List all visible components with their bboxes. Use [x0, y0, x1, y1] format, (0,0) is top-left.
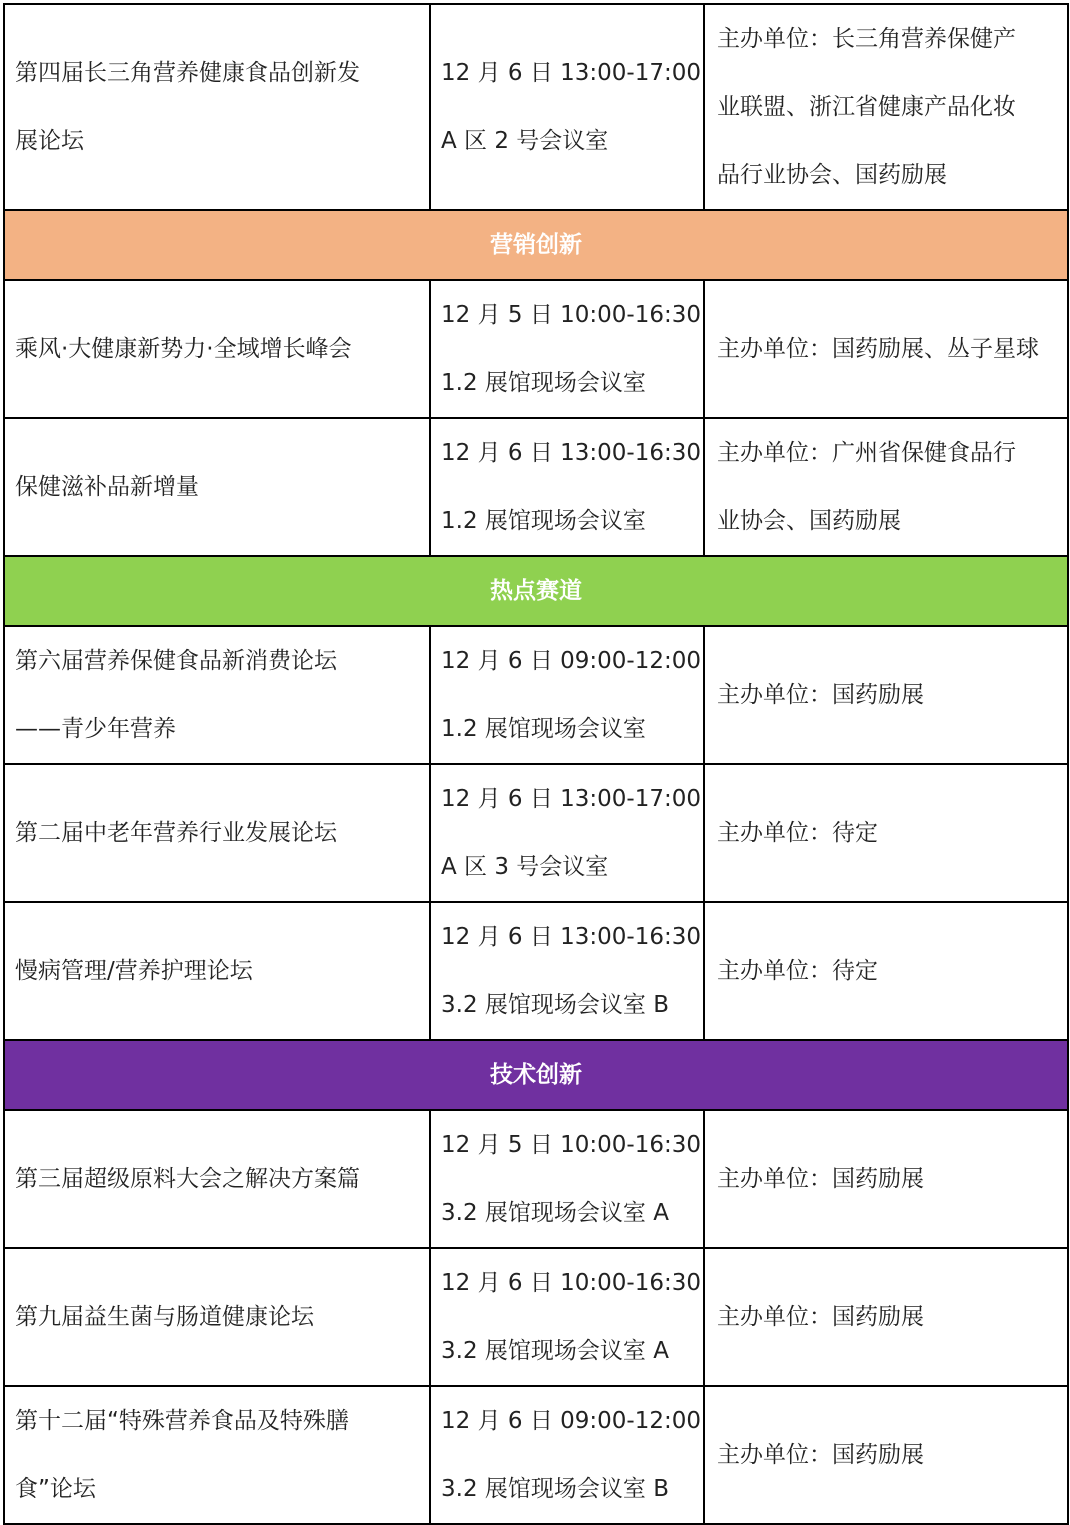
forum-venue: A 区 2 号会议室: [441, 128, 609, 154]
time-venue-cell: [430, 1248, 704, 1386]
section-title: 热点赛道: [4, 556, 1068, 626]
forum-name-line: 乘风·大健康新势力·全域增长峰会: [15, 336, 352, 362]
forum-name-cell: [4, 626, 430, 764]
forum-name-cell: [4, 764, 430, 902]
forum-time: 12 月 6 日 13:00-16:30: [441, 924, 702, 950]
forum-venue: 3.2 展馆现场会议室 A: [441, 1338, 669, 1364]
forum-name-line: 第九届益生菌与肠道健康论坛: [15, 1304, 314, 1330]
forum-name-cell: [4, 902, 430, 1040]
organizer-cell: [704, 1386, 1068, 1524]
forum-name-line: ——青少年营养: [15, 716, 176, 742]
forum-name-cell: [4, 1248, 430, 1386]
time-venue-cell: [430, 1386, 704, 1524]
organizer-line: 业协会、国药励展: [717, 508, 901, 534]
forum-name-line: 第四届长三角营养健康食品创新发: [15, 60, 360, 86]
organizer-line: 主办单位：长三角营养保健产: [717, 26, 1016, 52]
time-venue-cell: [430, 626, 704, 764]
section-header-tech: [4, 1040, 1068, 1110]
time-venue-cell: [430, 902, 704, 1040]
forum-time: 12 月 6 日 09:00-12:00: [441, 648, 702, 674]
organizer-cell: [704, 418, 1068, 556]
organizer-line: 主办单位：国药励展、丛子星球: [717, 336, 1039, 362]
forum-time: 12 月 6 日 13:00-16:30: [441, 440, 702, 466]
table-row: [4, 1110, 1068, 1248]
forum-name-cell: [4, 418, 430, 556]
organizer-cell: [704, 280, 1068, 418]
forum-venue: 1.2 展馆现场会议室: [441, 370, 646, 396]
table-row: [4, 902, 1068, 1040]
organizer-line: 主办单位：国药励展: [717, 682, 924, 708]
forum-venue: 3.2 展馆现场会议室 A: [441, 1200, 669, 1226]
forum-time: 12 月 6 日 13:00-17:00: [441, 786, 702, 812]
forum-time: 12 月 6 日 10:00-16:30: [441, 1270, 702, 1296]
organizer-line: 主办单位：广州省保健食品行: [717, 440, 1016, 466]
table-row: [4, 280, 1068, 418]
forum-name-line: 食”论坛: [15, 1476, 96, 1502]
organizer-line: 品行业协会、国药励展: [717, 162, 947, 188]
forum-name-line: 第三届超级原料大会之解决方案篇: [15, 1166, 360, 1192]
forum-name-line: 第二届中老年营养行业发展论坛: [15, 820, 337, 846]
organizer-cell: [704, 1110, 1068, 1248]
table-row: [4, 764, 1068, 902]
forum-name-cell: [4, 1386, 430, 1524]
forum-name-line: 第十二届“特殊营养食品及特殊膳: [15, 1408, 349, 1434]
section-header-marketing: [4, 210, 1068, 280]
organizer-cell: [704, 1248, 1068, 1386]
table-row: [4, 418, 1068, 556]
organizer-cell: [704, 626, 1068, 764]
organizer-line: 主办单位：国药励展: [717, 1442, 924, 1468]
time-venue-cell: [430, 280, 704, 418]
table-row: [4, 1248, 1068, 1386]
forum-name-line: 保健滋补品新增量: [15, 474, 199, 500]
forum-venue: 3.2 展馆现场会议室 B: [441, 992, 669, 1018]
section-title: 营销创新: [4, 210, 1068, 280]
forum-time: 12 月 5 日 10:00-16:30: [441, 302, 702, 328]
table-row: [4, 626, 1068, 764]
table-row: [4, 4, 1068, 210]
organizer-line: 主办单位：待定: [717, 958, 878, 984]
section-title: 技术创新: [4, 1040, 1068, 1110]
forum-venue: 1.2 展馆现场会议室: [441, 716, 646, 742]
organizer-cell: [704, 4, 1068, 210]
table-row: [4, 1386, 1068, 1524]
organizer-line: 业联盟、浙江省健康产品化妆: [717, 94, 1016, 120]
forum-name-line: 慢病管理/营养护理论坛: [15, 958, 253, 984]
forum-time: 12 月 6 日 13:00-17:00: [441, 60, 702, 86]
forum-name-cell: [4, 4, 430, 210]
section-header-hotspot: [4, 556, 1068, 626]
forum-time: 12 月 6 日 09:00-12:00: [441, 1408, 702, 1434]
forum-name-cell: [4, 280, 430, 418]
forum-venue: A 区 3 号会议室: [441, 854, 609, 880]
forum-name-line: 第六届营养保健食品新消费论坛: [15, 648, 337, 674]
organizer-line: 主办单位：待定: [717, 820, 878, 846]
forum-name-line: 展论坛: [15, 128, 84, 154]
time-venue-cell: [430, 418, 704, 556]
forum-schedule-table: [3, 3, 1069, 1525]
organizer-line: 主办单位：国药励展: [717, 1166, 924, 1192]
forum-name-cell: [4, 1110, 430, 1248]
forum-time: 12 月 5 日 10:00-16:30: [441, 1132, 702, 1158]
forum-venue: 3.2 展馆现场会议室 B: [441, 1476, 669, 1502]
organizer-cell: [704, 902, 1068, 1040]
organizer-cell: [704, 764, 1068, 902]
time-venue-cell: [430, 1110, 704, 1248]
forum-venue: 1.2 展馆现场会议室: [441, 508, 646, 534]
time-venue-cell: [430, 4, 704, 210]
time-venue-cell: [430, 764, 704, 902]
organizer-line: 主办单位：国药励展: [717, 1304, 924, 1330]
